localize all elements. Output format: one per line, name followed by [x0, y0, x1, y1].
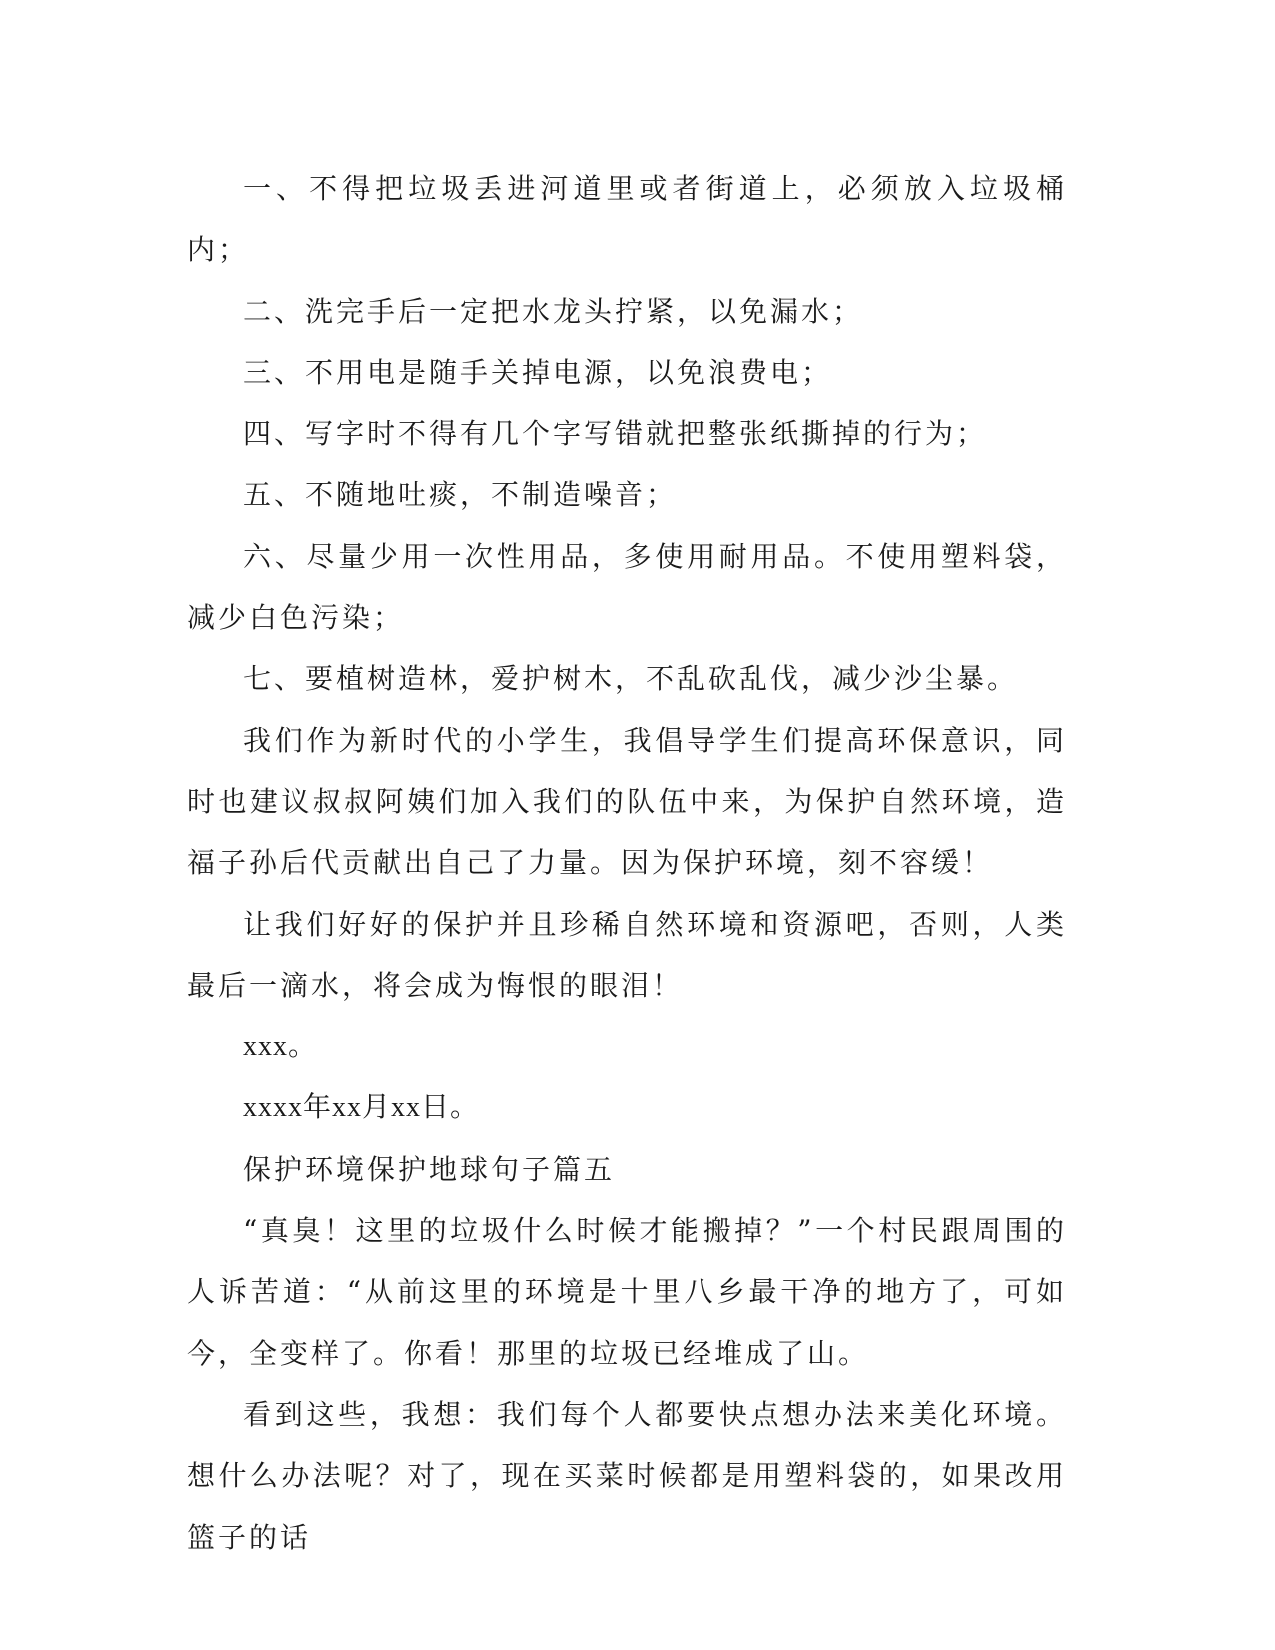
signature-date: xxxx年xx月xx日。	[243, 1092, 480, 1124]
closing-paragraph: 让我们好好的保护并且珍稀自然环境和资源吧，否则，人类最后一滴水，将会成为悔恨的眼泪！	[187, 907, 1067, 1002]
section-heading: 保护环境保护地球句子篇五	[243, 1152, 616, 1186]
rule-1-paragraph: 一、不得把垃圾丢进河道里或者街道上，必须放入垃圾桶内；	[187, 172, 1067, 267]
signature-name: xxx。	[243, 1031, 318, 1063]
rule-7-paragraph: 七、要植树造林，爱护树木，不乱砍乱伐，减少沙尘暴。	[243, 662, 1019, 696]
rule-6-paragraph: 六、尽量少用一次性用品，多使用耐用品。不使用塑料袋，减少白色污染；	[187, 539, 1067, 635]
villager-quote-paragraph: “真臭！这里的垃圾什么时候才能搬掉？”一个村民跟周围的人诉苦道：“从前这里的环境是十里八乡最干净的地方了，可如今，全变样了。你看！那里的垃圾已经堆成了山。	[187, 1214, 1067, 1370]
rule-2-paragraph: 二、洗完手后一定把水龙头拧紧，以免漏水；	[243, 294, 864, 328]
rule-5-paragraph: 五、不随地吐痰，不制造噪音；	[243, 478, 678, 512]
rule-3-paragraph: 三、不用电是随手关掉电源，以免浪费电；	[243, 355, 833, 389]
reflection-paragraph: 看到这些，我想：我们每个人都要快点想办法来美化环境。想什么办法呢？对了，现在买菜时候都是用塑料袋的，如果改用篮子的话	[187, 1397, 1067, 1554]
document-page	[187, 158, 1067, 1568]
appeal-paragraph: 我们作为新时代的小学生，我倡导学生们提高环保意识，同时也建议叔叔阿姨们加入我们的队伍中来，为保护自然环境，造福子孙后代贡献出自己了力量。因为保护环境，刻不容缓！	[187, 723, 1067, 880]
rule-4-paragraph: 四、写字时不得有几个字写错就把整张纸撕掉的行为；	[243, 417, 988, 451]
